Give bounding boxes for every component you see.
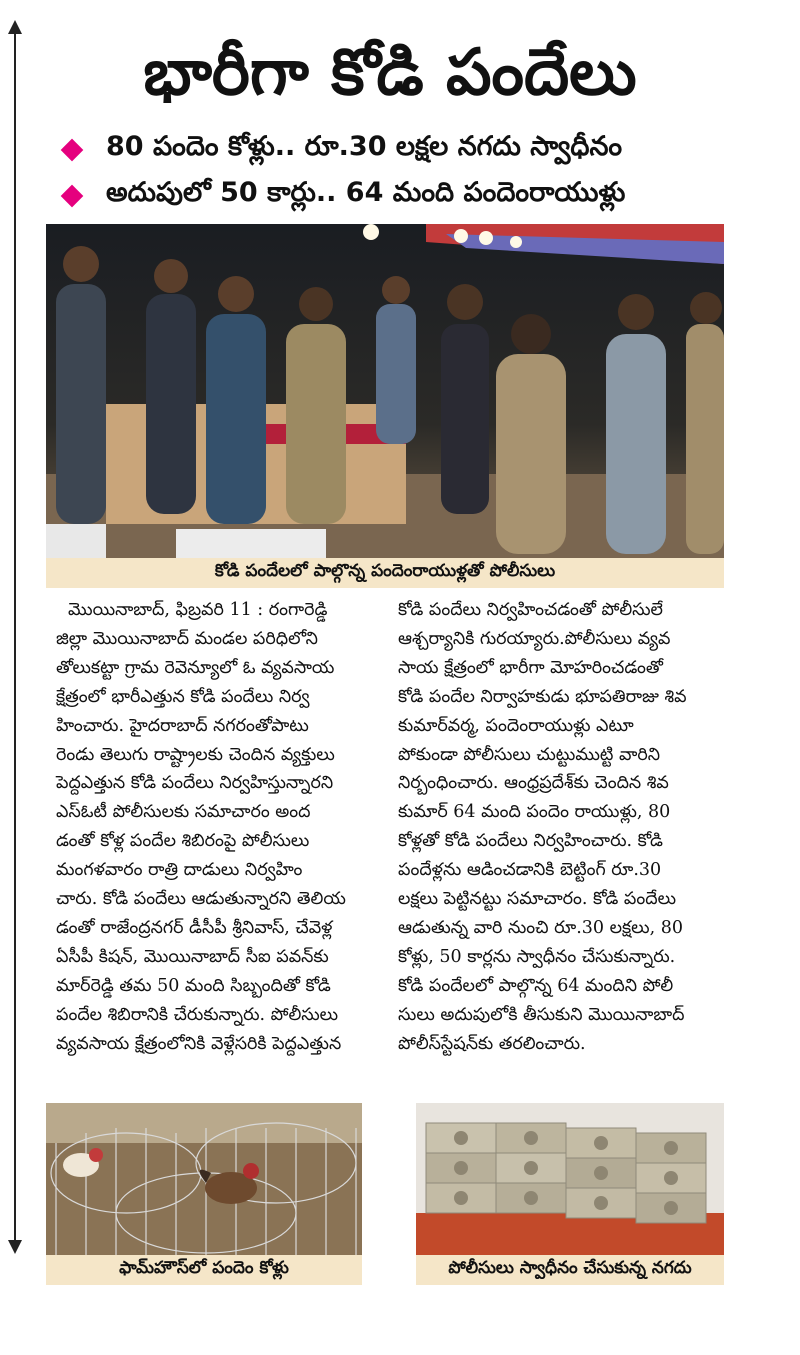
bullet-diamond-icon [61, 185, 84, 208]
article-line: డంతో కోళ్ల పందేల శిబిరంపై పోలీసులు [56, 831, 310, 852]
main-photo [46, 224, 724, 558]
article-left-column [56, 596, 374, 1059]
article-line: చారు. కోడి పందేలు ఆడుతున్నారని తెలియ [56, 889, 346, 910]
cash-photo-illustration [416, 1103, 724, 1255]
article-line: జిల్లా మొయినాబాద్ మండల పరిధిలోని [56, 628, 318, 649]
cash-photo [416, 1103, 724, 1255]
article-line: కోడి పందేలలో పాల్గొన్న 64 మందిని పోలీ [398, 975, 674, 996]
article-line: ఏసీపీ కిషన్, మొయినాబాద్ సీఐ పవన్‌కు [56, 946, 329, 967]
scroll-up-arrow-icon [8, 20, 22, 34]
page-scroll-line [14, 28, 16, 1248]
article-line: క్షేత్రంలో భారీఎత్తున కోడి పందేలు నిర్వ [56, 686, 310, 707]
article-line: వ్యవసాయ క్షేత్రంలోనికి వెళ్లేసరికి పెద్దఎత్తున [56, 1033, 342, 1054]
article-line: పోకుండా పోలీసులు చుట్టుముట్టి వారిని [398, 744, 660, 765]
article-line: ఆశ్చర్యానికి గురయ్యారు.పోలీసులు వ్యవ [398, 628, 671, 649]
subhead-1 [58, 130, 738, 170]
article-line: కోళ్లు, 50 కార్లను స్వాధీనం చేసుకున్నారు. [398, 946, 676, 967]
article-line: సులు అదుపులోకి తీసుకుని మొయినాబాద్ [398, 1004, 685, 1025]
article-line: మంగళవారం రాత్రి దాడులు నిర్వహిం [56, 860, 303, 881]
headline: భారీగా కోడి పందేలు [143, 36, 637, 110]
article-line: రెండు తెలుగు రాష్ట్రాలకు చెందిన వ్యక్తులు [56, 744, 335, 765]
scroll-down-arrow-icon [8, 1240, 22, 1254]
article-line: మొయినాబాద్, ఫిబ్రవరి 11 : రంగారెడ్డి [68, 600, 328, 620]
subhead-2 [58, 176, 738, 216]
subhead-2-text: అదుపులో 50 కార్లు.. 64 మంది పందెంరాయుళ్లు [106, 177, 626, 208]
article-line: డంతో రాజేంద్రనగర్ డీసీపీ శ్రీనివాస్, చేవెళ్ల [56, 917, 333, 938]
article-line: లక్షలు పెట్టినట్టు సమాచారం. కోడి పందేలు [398, 889, 677, 910]
article-line: మార్‌రెడ్డి తమ 50 మంది సిబ్బందితో కోడి [56, 975, 331, 996]
subhead-1-text: 80 పందెం కోళ్లు.. రూ.30 లక్షల నగదు స్వాధీనం [106, 131, 623, 162]
article-line: పందేల శిబిరానికి చేరుకున్నారు. పోలీసులు [56, 1004, 339, 1025]
article-line: కోడి పందేలు నిర్వహించడంతో పోలీసులే [398, 600, 663, 620]
article-right-column [398, 596, 724, 1059]
main-photo-illustration [46, 224, 724, 558]
article-line: కోడి పందేల నిర్వాహకుడు భూపతిరాజు శివ [398, 686, 687, 707]
cash-photo-caption: పోలీసులు స్వాధీనం చేసుకున్న నగదు [416, 1255, 724, 1285]
article-line: పెద్దఎత్తున కోడి పందేలు నిర్వహిస్తున్నారని [56, 773, 334, 794]
article-line: ఆడుతున్న వారి నుంచి రూ.30 లక్షలు, 80 [398, 917, 684, 938]
article-line: తోలుకట్టా గ్రామ రెవెన్యూలో ఓ వ్యవసాయ [56, 657, 335, 678]
article-line: పోలీస్‌స్టేషన్‌కు తరలించారు. [398, 1033, 586, 1054]
bullet-diamond-icon [61, 139, 84, 162]
article-line: కుమార్‌వర్మ, పందెంరాయుళ్లు ఎటూ [398, 715, 634, 736]
article-line: నిర్బంధించారు. ఆంధ్రప్రదేశ్‌కు చెందిన శివ [398, 773, 669, 794]
article-line: కుమార్ 64 మంది పందెం రాయుళ్లు, 80 [398, 802, 671, 823]
cage-photo-caption: ఫామ్‌హౌస్‌లో పందెం కోళ్లు [46, 1255, 362, 1285]
article-line: ఎస్ఓటీ పోలీసులకు సమాచారం అంద [56, 802, 311, 823]
article-line: కోళ్లతో కోడి పందేలు నిర్వహించారు. కోడి [398, 831, 663, 852]
article-line: సాయ క్షేత్రంలో భారీగా మోహరించడంతో [398, 657, 663, 678]
article-line: హించారు. హైదరాబాద్ నగరంతోపాటు [56, 715, 309, 736]
cage-photo-illustration [46, 1103, 362, 1255]
cage-photo [46, 1103, 362, 1255]
main-photo-caption: కోడి పందేలలో పాల్గొన్న పందెంరాయుళ్లతో పోలీసులు [46, 558, 724, 588]
article-line: పందేళ్లను ఆడించడానికి బెట్టింగ్ రూ.30 [398, 860, 662, 881]
